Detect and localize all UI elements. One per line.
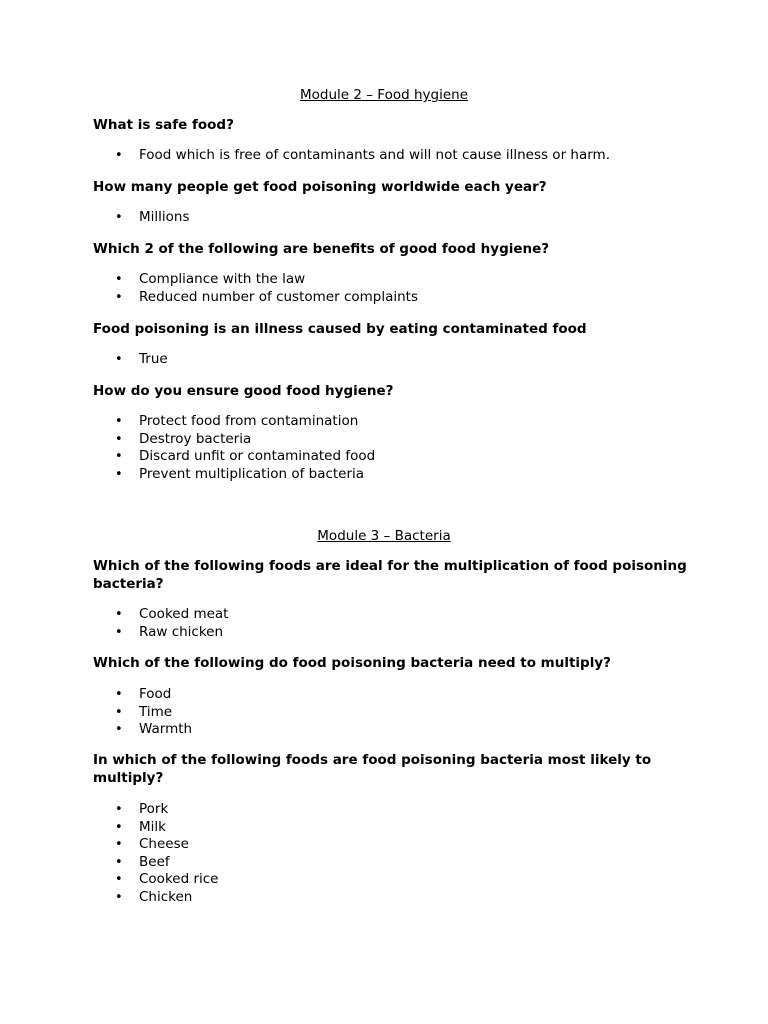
bullet-icon: • — [115, 837, 123, 852]
bullet-icon: • — [115, 210, 123, 225]
list-item — [93, 147, 693, 165]
answer-text: Discard unfit or contaminated food — [139, 448, 376, 464]
answer-list — [93, 147, 693, 165]
question-ensure-hygiene: How do you ensure good food hygiene? — [93, 383, 394, 399]
list-item — [93, 871, 693, 889]
answer-text: Cooked rice — [139, 871, 219, 887]
question-food-poisoning-definition: Food poisoning is an illness caused by eating contaminated food — [93, 321, 587, 337]
list-item — [93, 271, 693, 289]
list-item — [93, 721, 693, 739]
bullet-icon: • — [115, 466, 123, 482]
question-safe-food: What is safe food? — [93, 117, 234, 133]
bullet-icon: • — [115, 854, 123, 870]
answer-list — [93, 209, 693, 227]
bullet-icon: • — [115, 819, 123, 835]
list-item — [93, 854, 693, 872]
answer-text: True — [139, 351, 168, 367]
list-item — [93, 819, 693, 837]
answer-text: Protect food from contamination — [139, 413, 359, 429]
bullet-icon: • — [115, 352, 123, 367]
question-food-poisoning-count: How many people get food poisoning worldwide each year? — [93, 179, 547, 195]
bullet-icon: • — [115, 272, 123, 287]
list-item — [93, 466, 693, 484]
question-ideal-foods: Which of the following foods are ideal for the multiplication of food poisoning bacteria? — [93, 558, 687, 592]
list-item — [93, 289, 693, 307]
bullet-icon: • — [115, 687, 123, 702]
answer-list — [93, 686, 693, 739]
answer-list — [93, 271, 693, 306]
answer-text: Milk — [139, 818, 166, 835]
question-hygiene-benefits: Which 2 of the following are benefits of good food hygiene? — [93, 241, 550, 257]
bullet-icon: • — [115, 607, 123, 622]
answer-text: Destroy bacteria — [139, 430, 252, 447]
answer-text: Chicken — [139, 888, 193, 905]
answer-text: Food — [139, 686, 172, 702]
answer-list — [93, 413, 693, 483]
answer-text: Prevent multiplication of bacteria — [139, 465, 365, 482]
bullet-icon: • — [115, 431, 123, 447]
bullet-icon: • — [115, 148, 123, 163]
answer-list — [93, 606, 693, 641]
bullet-icon: • — [115, 449, 123, 464]
answer-text: Raw chicken — [139, 623, 224, 640]
answer-text: Compliance with the law — [139, 271, 306, 287]
answer-text: Millions — [139, 209, 190, 225]
answer-text: Time — [139, 703, 173, 720]
answer-text: Cooked meat — [139, 606, 229, 622]
question-bacteria-needs: Which of the following do food poisoning bacteria need to multiply? — [93, 655, 611, 671]
bullet-icon: • — [115, 872, 123, 887]
list-item — [93, 836, 693, 854]
bullet-icon: • — [115, 722, 123, 737]
list-item — [93, 686, 693, 704]
answer-text: Warmth — [139, 721, 193, 737]
list-item — [93, 704, 693, 722]
answer-text: Pork — [139, 801, 169, 817]
answer-text: Reduced number of customer complaints — [139, 288, 418, 305]
bullet-icon: • — [115, 624, 123, 640]
module-3-title: Module 3 – Bacteria — [317, 528, 451, 544]
bullet-icon: • — [115, 802, 123, 817]
list-item — [93, 431, 693, 449]
bullet-icon: • — [115, 889, 123, 905]
list-item — [93, 448, 693, 466]
answer-text: Beef — [139, 853, 170, 870]
list-item — [93, 209, 693, 227]
bullet-icon: • — [115, 414, 123, 429]
bullet-icon: • — [115, 289, 123, 305]
answer-list — [93, 801, 693, 906]
list-item — [93, 413, 693, 431]
list-item — [93, 624, 693, 642]
answer-text: Food which is free of contaminants and will not cause illness or harm. — [139, 147, 610, 163]
list-item — [93, 606, 693, 624]
answer-list — [93, 351, 693, 369]
bullet-icon: • — [115, 704, 123, 720]
module-2-title: Module 2 – Food hygiene — [300, 87, 468, 103]
answer-text: Cheese — [139, 836, 189, 852]
list-item — [93, 889, 693, 907]
list-item — [93, 351, 693, 369]
list-item — [93, 801, 693, 819]
question-most-likely-foods: In which of the following foods are food poisoning bacteria most likely to multiply? — [93, 752, 652, 786]
